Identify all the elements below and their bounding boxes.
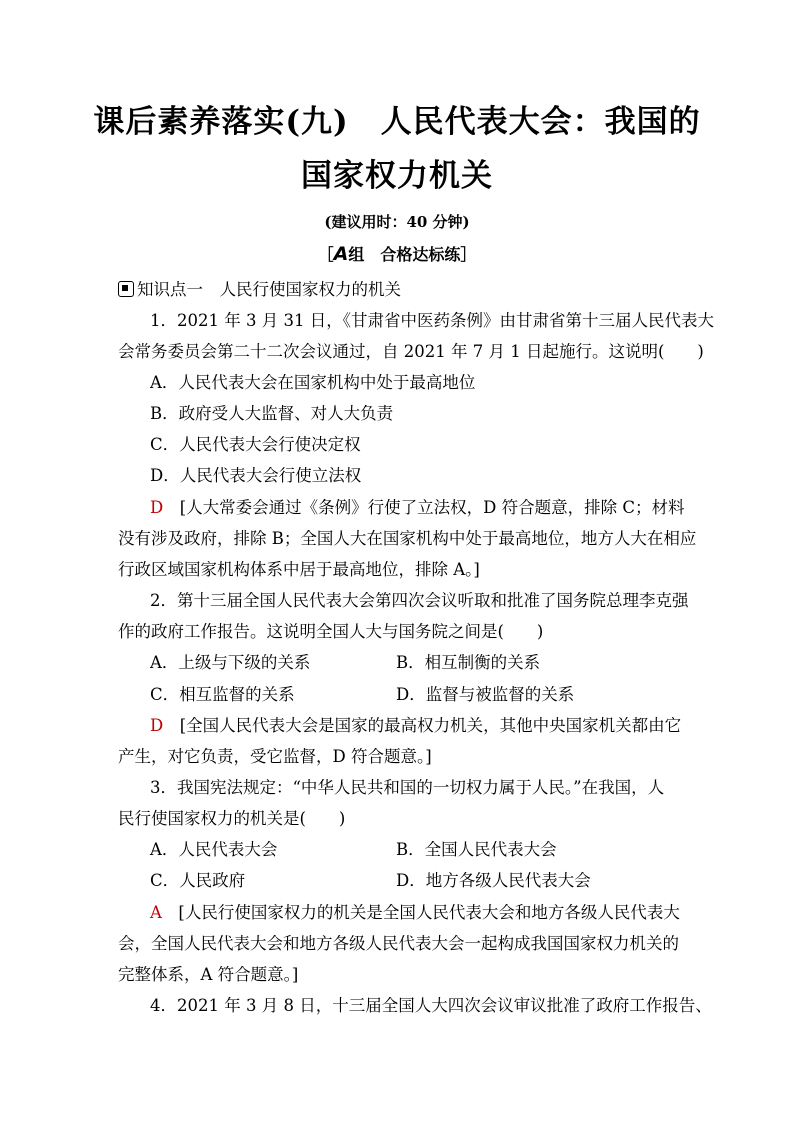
q1-option-c: C．人民代表大会行使决定权 [150,435,361,454]
q4-stem-line-1: 4．2021 年 3 月 8 日，十三届全国人大四次会议审议批准了政府工作报告、 [150,996,712,1015]
q3-explanation-text-1: [人民行使国家权力的机关是全国人民代表大会和地方各级人民代表大 [161,903,680,922]
q2-explanation-line-2: 产生，对它负责，受它监督，D 符合题意。] [118,747,432,766]
suggested-time-note: (建议用时：40 分钟) [324,213,470,231]
group-heading [0,242,794,265]
q3-answer: A [150,903,162,922]
q2-stem-line-1: 2．第十三届全国人民代表大会第四次会议听取和批准了国务院总理李克强 [150,591,689,610]
q1-option-d: D．人民代表大会行使立法权 [150,466,362,485]
knowledge-point-heading [118,280,401,300]
q2-option-b: B．相互制衡的关系 [396,653,541,672]
page-title-line-1: 课后素养落实(九) 人民代表大会：我国的 [93,104,701,140]
q2-option-d: D．监督与被监督的关系 [396,685,575,704]
knowledge-point-label: 知识点一 人民行使国家权力的机关 [137,280,401,299]
q3-option-a: A．人民代表大会 [150,840,278,859]
group-label: 组 合格达标练 [348,245,461,264]
q1-option-b: B．政府受人大监督、对人大负责 [150,404,394,423]
knowledge-point-icon [118,281,134,297]
page-title-line-2: 国家权力机关 [301,158,493,194]
q3-explanation-line-2: 会，全国人民代表大会和地方各级人民代表大会一起构成我国国家权力机关的 [118,934,679,953]
q1-explanation-line-3: 行政区域国家机构体系中居于最高地位，排除 A。] [118,560,480,579]
q3-stem-line-2: 民行使国家权力的机关是( ) [118,809,346,828]
q2-explanation-text-1: [全国人民代表大会是国家的最高权力机关，其他中央国家机关都由它 [163,716,682,735]
q1-stem-line-1: 1．2021 年 3 月 31 日，《甘肃省中医药条例》由甘肃省第十三届人民代表大 [150,311,714,330]
q1-option-a: A．人民代表大会在国家机构中处于最高地位 [150,373,476,392]
q3-option-b: B．全国人民代表大会 [396,840,557,859]
q3-option-c: C．人民政府 [150,871,246,890]
group-bracket-close: ］ [460,245,477,264]
group-letter: A [333,243,349,265]
q3-explanation-line-1 [150,903,680,923]
q1-explanation-line-2: 没有涉及政府，排除 B；全国人大在国家机构中处于最高地位，地方人大在相应 [118,529,697,548]
q1-explanation-line-1 [150,498,685,518]
q1-answer: D [150,498,164,517]
q2-option-c: C．相互监督的关系 [150,685,295,704]
q2-stem-line-2: 作的政府工作报告。这说明全国人大与国务院之间是( ) [118,622,544,641]
q3-stem-line-1: 3．我国宪法规定：“中华人民共和国的一切权力属于人民。”在我国，人 [150,778,665,797]
q2-option-a: A．上级与下级的关系 [150,653,311,672]
q3-explanation-line-3: 完整体系，A 符合题意。] [118,965,299,984]
q1-stem-line-2: 会常务委员会第二十二次会议通过，自 2021 年 7 月 1 日起施行。这说明( ) [118,342,704,361]
q1-explanation-text-1: [人大常委会通过《条例》行使了立法权，D 符合题意，排除 C；材料 [163,498,685,517]
group-bracket-open: ［ [317,245,334,264]
q2-answer: D [150,716,164,735]
q3-option-d: D．地方各级人民代表大会 [396,871,591,890]
q2-explanation-line-1 [150,716,681,736]
